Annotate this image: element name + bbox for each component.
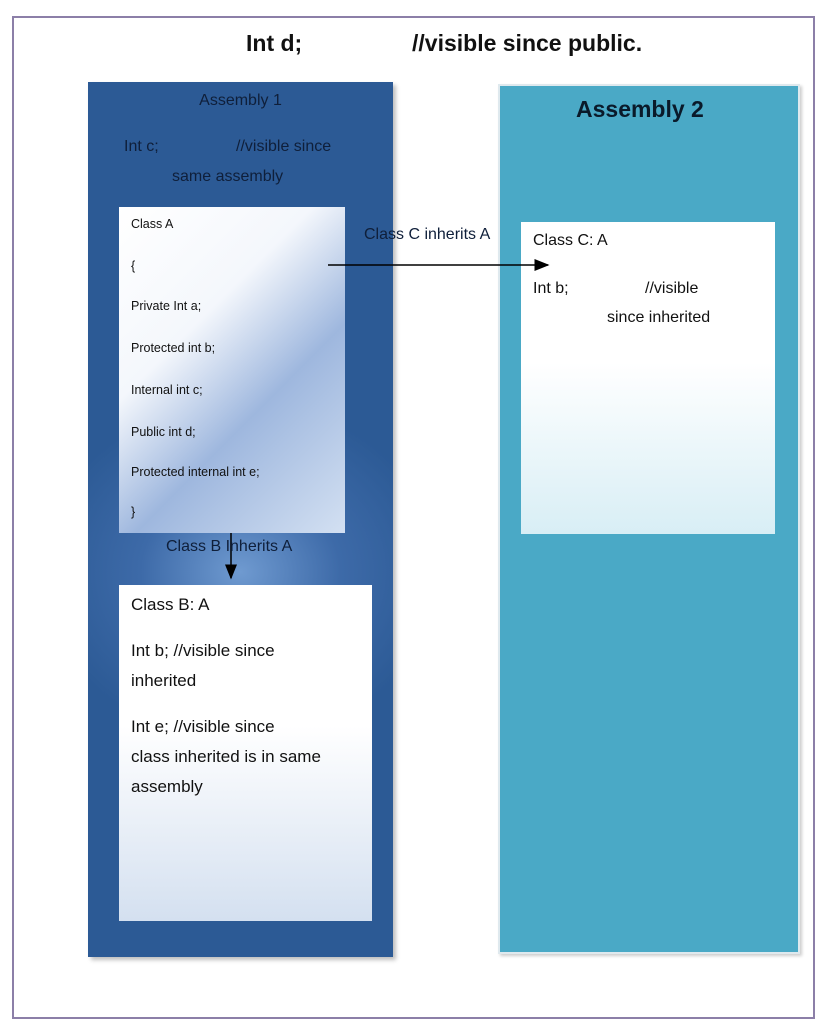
arrow-b-label: Class B Inherits A (166, 538, 293, 555)
header-field: Int d; (246, 30, 303, 56)
class-a-line: Internal int c; (131, 383, 203, 397)
class-a-line: { (131, 259, 136, 273)
class-b-line: Int b; //visible since (131, 641, 275, 660)
class-c-title: Class C: A (533, 232, 608, 249)
assembly-1-comment-line2: same assembly (172, 168, 284, 185)
assembly-2-title: Assembly 2 (576, 96, 704, 122)
class-a-line: Public int d; (131, 425, 196, 439)
class-a-line: Protected internal int e; (131, 465, 260, 479)
header-comment: //visible since public. (412, 30, 643, 56)
assembly-1-comment: //visible since (236, 138, 332, 155)
class-a-line: Private Int a; (131, 299, 202, 313)
class-c-comment-line2: since inherited (607, 309, 711, 326)
class-a-line: } (131, 505, 136, 519)
class-b-line: class inherited is in same (131, 747, 321, 766)
assembly-1-field: Int c; (124, 138, 159, 155)
class-c-comment: //visible (645, 280, 699, 297)
class-a-line: Protected int b; (131, 341, 216, 355)
class-b-line: assembly (131, 777, 203, 796)
class-b-title: Class B: A (131, 595, 210, 614)
class-a-line: Class A (131, 217, 174, 231)
class-b-line: Int e; //visible since (131, 717, 275, 736)
class-b-line: inherited (131, 671, 197, 690)
arrow-c-label: Class C inherits A (364, 226, 491, 243)
class-c-field: Int b; (533, 280, 569, 297)
assembly-1-title: Assembly 1 (199, 92, 282, 109)
